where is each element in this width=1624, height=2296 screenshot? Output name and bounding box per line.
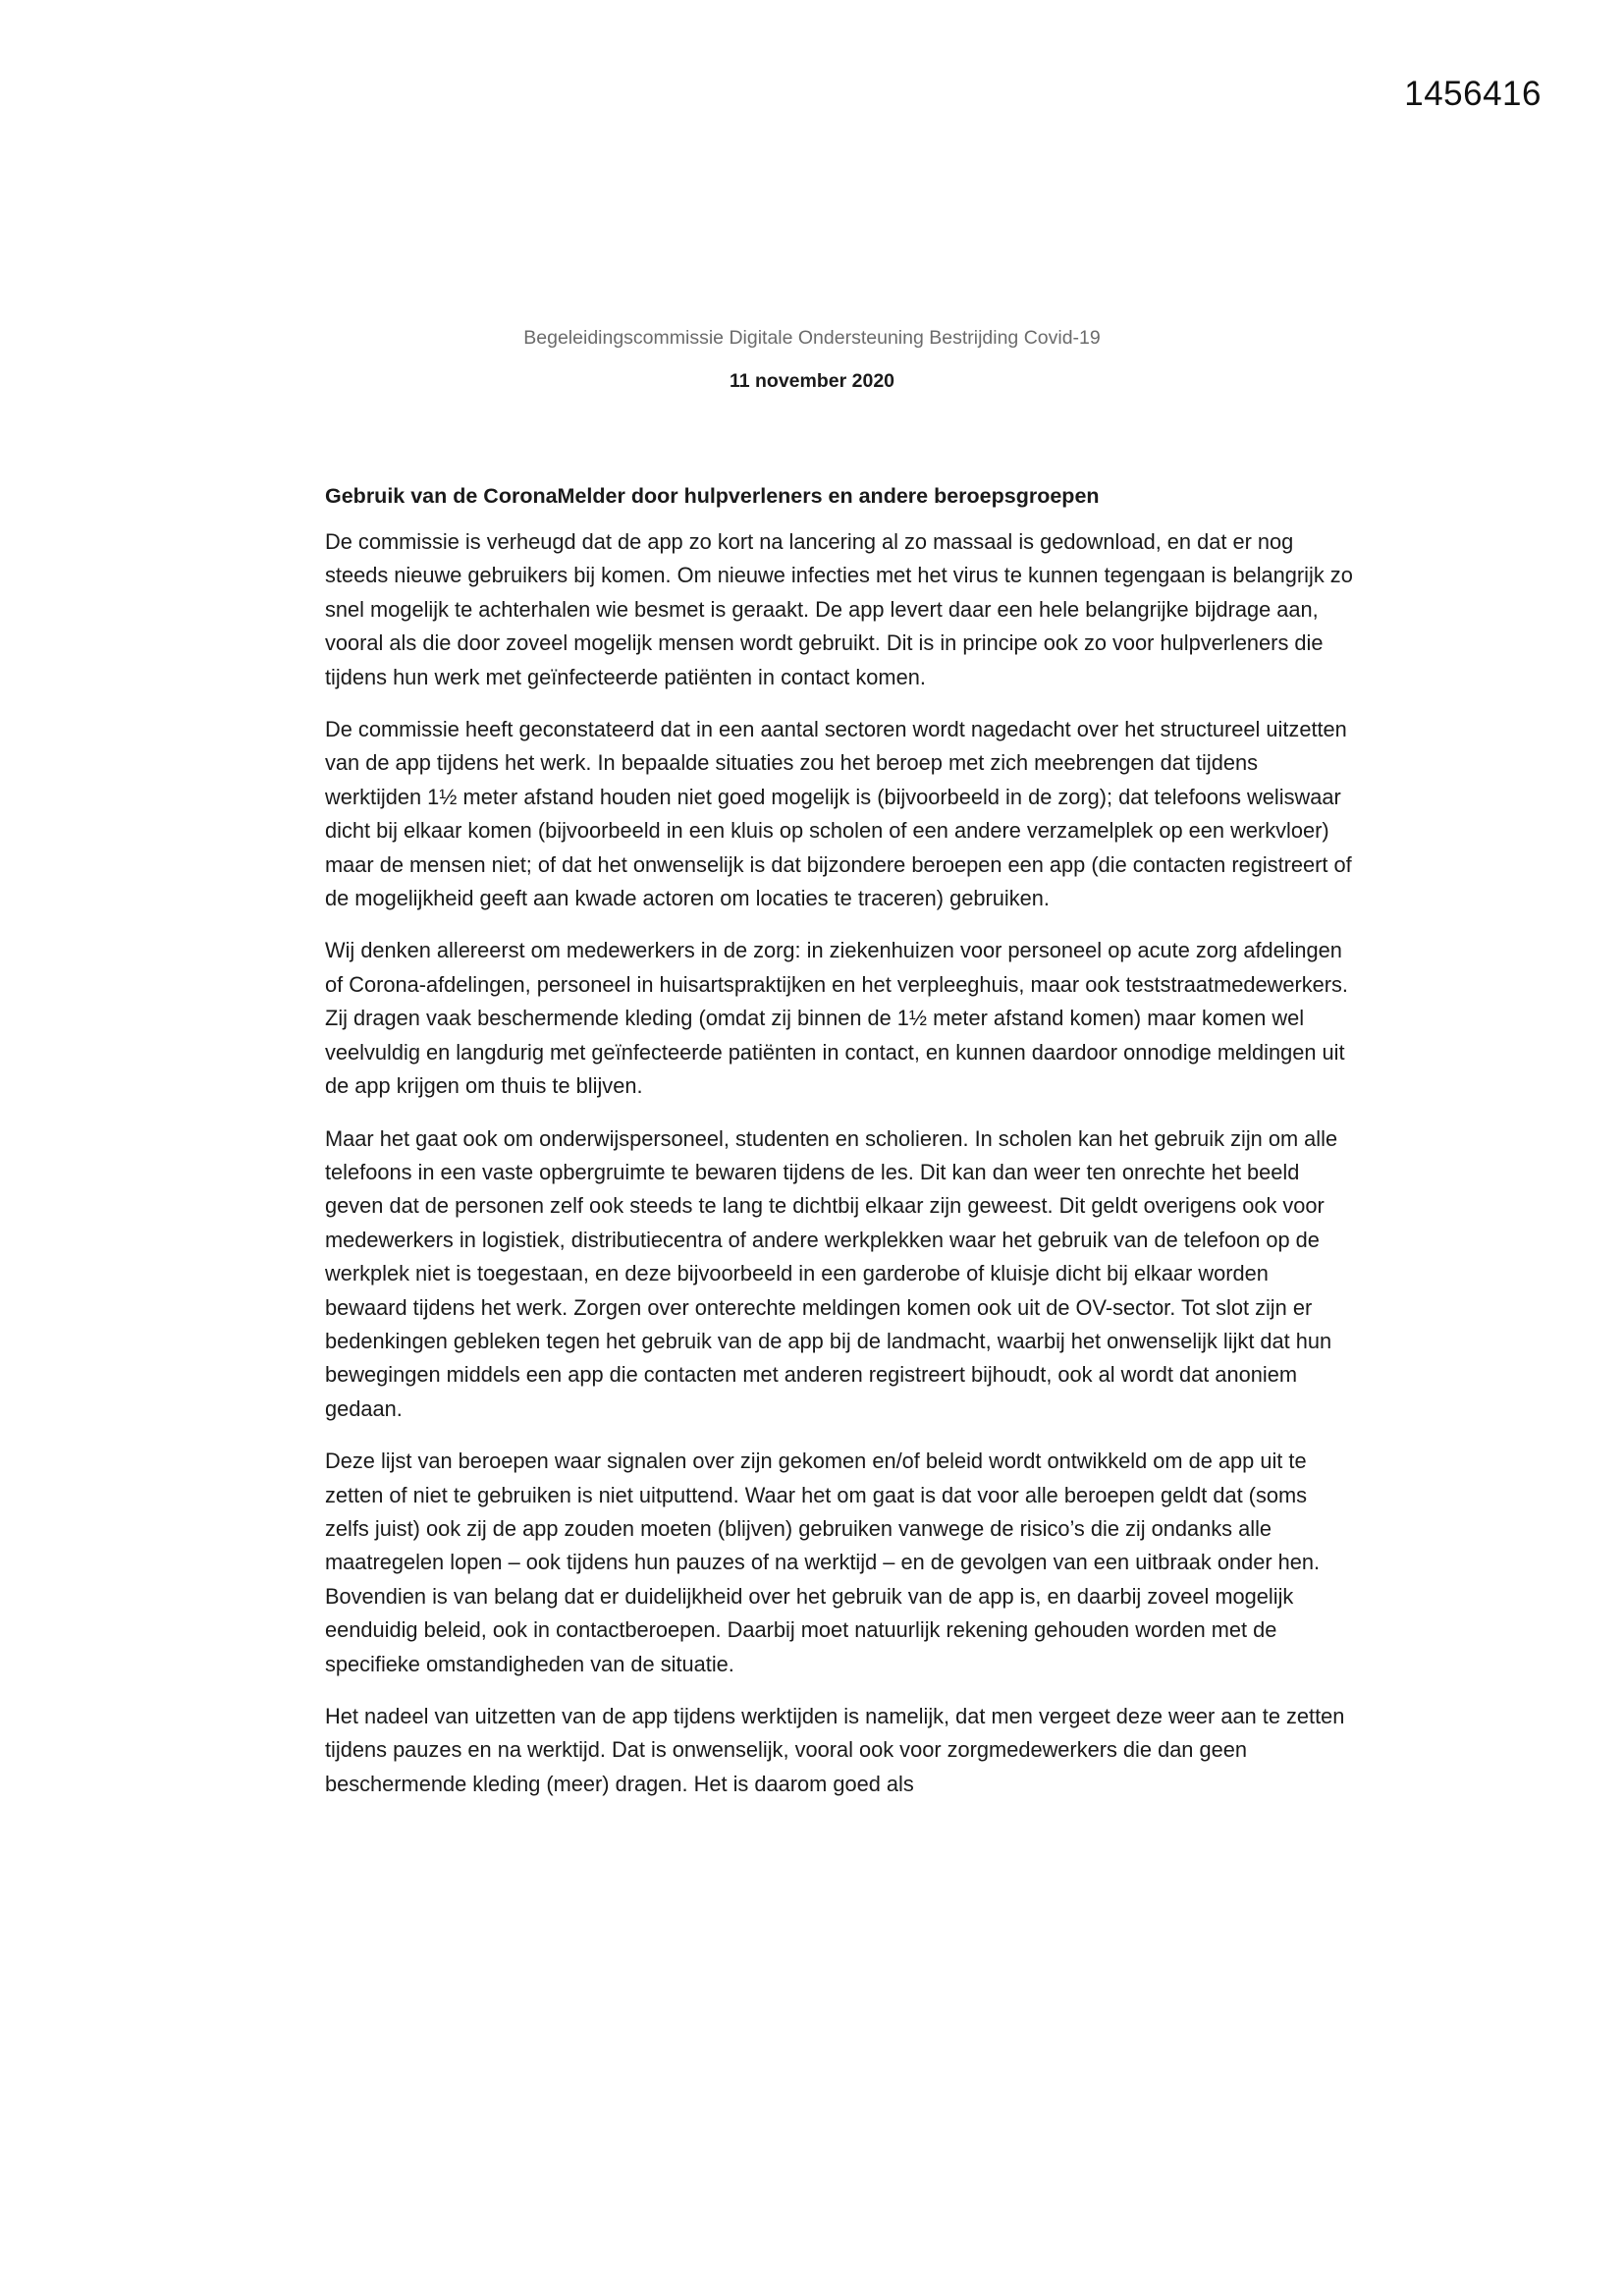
paragraph-1: De commissie is verheugd dat de app zo kort na lancering al zo massaal is gedownload, en dat er nog steeds nieuwe gebruikers bij komen. Om nieuwe infecties met het virus te kunnen tegengaan is belangrijk zo snel mogelijk te achterhalen wie besmet is geraakt. De app levert daar een hele belangrijke bijdrage aan, vooral als die door zoveel mogelijk mensen wordt gebruikt. Dit is in principe ook zo voor hulpverleners die tijdens hun werk met geïnfecteerde patiënten in contact komen. <box>325 529 1353 689</box>
paragraph-5: Deze lijst van beroepen waar signalen over zijn gekomen en/of beleid wordt ontwikkeld om de app uit te zetten of niet te gebruiken is niet uitputtend. Waar het om gaat is dat voor alle beroepen geldt dat (soms zelfs juist) ook zij de app zouden moeten (blijven) gebruiken vanwege de risico’s die zij ondanks alle maatregelen lopen – ook tijdens hun pauzes of na werktijd – en de gevolgen van een uitbraak onder hen. Bovendien is van belang dat er duidelijkheid over het gebruik van de app is, en daarbij zoveel mogelijk eenduidig beleid, ook in contactberoepen. Daarbij moet natuurlijk rekening gehouden worden met de specifieke omstandigheden van de situatie. <box>325 1449 1321 1676</box>
document-number: 1456416 <box>1404 75 1542 113</box>
document-body <box>325 479 1356 1820</box>
committee-name: Begeleidingscommissie Digitale Ondersteuning Bestrijding Covid-19 <box>523 327 1101 349</box>
paragraph-4: Maar het gaat ook om onderwijspersoneel, studenten en scholieren. In scholen kan het gebruik zijn om alle telefoons in een vaste opbergruimte te bewaren tijdens de les. Dit kan dan weer ten onrechte het beeld geven dat de personen zelf ook steeds te lang te dichtbij elkaar zijn geweest. Dit geldt overigens ook voor medewerkers in logistiek, distributiecentra of andere werkplekken waar het gebruik van de telefoon op de werkplek niet is toegestaan, en deze bijvoorbeeld in een garderobe of kluisje dicht bij elkaar worden bewaard tijdens het werk. Zorgen over onterechte meldingen komen ook uit de OV-sector. Tot slot zijn er bedenkingen gebleken tegen het gebruik van de app bij de landmacht, waarbij het onwenselijk lijkt dat hun bewegingen middels een app die contacten met anderen registreert bijhoudt, ook al wordt dat anoniem gedaan. <box>325 1125 1338 1421</box>
paragraph-2: De commissie heeft geconstateerd dat in een aantal sectoren wordt nagedacht over het structureel uitzetten van de app tijdens het werk. In bepaalde situaties zou het beroep met zich meebrengen dat tijdens werktijden 1½ meter afstand houden niet goed mogelijk is (bijvoorbeeld in de zorg); dat telefoons weliswaar dicht bij elkaar komen (bijvoorbeeld in een kluis op scholen of een andere verzamelplek op een werkvloer) maar de mensen niet; of dat het onwenselijk is dat bijzondere beroepen een app (die contacten registreert of de mogelijkheid geeft aan kwade actoren om locaties te traceren) gebruiken. <box>325 717 1352 911</box>
paragraph-3: Wij denken allereerst om medewerkers in de zorg: in ziekenhuizen voor personeel op acute zorg afdelingen of Corona-afdelingen, personeel in huisartspraktijken en het verpleeghuis, maar ook teststraatmedewerkers. Zij dragen vaak beschermende kleding (omdat zij binnen de 1½ meter afstand komen) maar komen wel veelvuldig en langdurig met geïnfecteerde patiënten in contact, en kunnen daardoor onnodige meldingen uit de app krijgen om thuis te blijven. <box>325 938 1348 1099</box>
document-date: 11 november 2020 <box>729 370 895 392</box>
paragraph-6: Het nadeel van uitzetten van de app tijdens werktijden is namelijk, dat men vergeet deze weer aan te zetten tijdens pauzes en na werktijd. Dat is onwenselijk, vooral ook voor zorgmedewerkers die dan geen beschermende kleding (meer) dragen. Het is daarom goed als <box>325 1704 1345 1796</box>
document-header <box>0 327 1624 393</box>
document-title: Gebruik van de CoronaMelder door hulpverleners en andere beroepsgroepen <box>325 484 1100 508</box>
